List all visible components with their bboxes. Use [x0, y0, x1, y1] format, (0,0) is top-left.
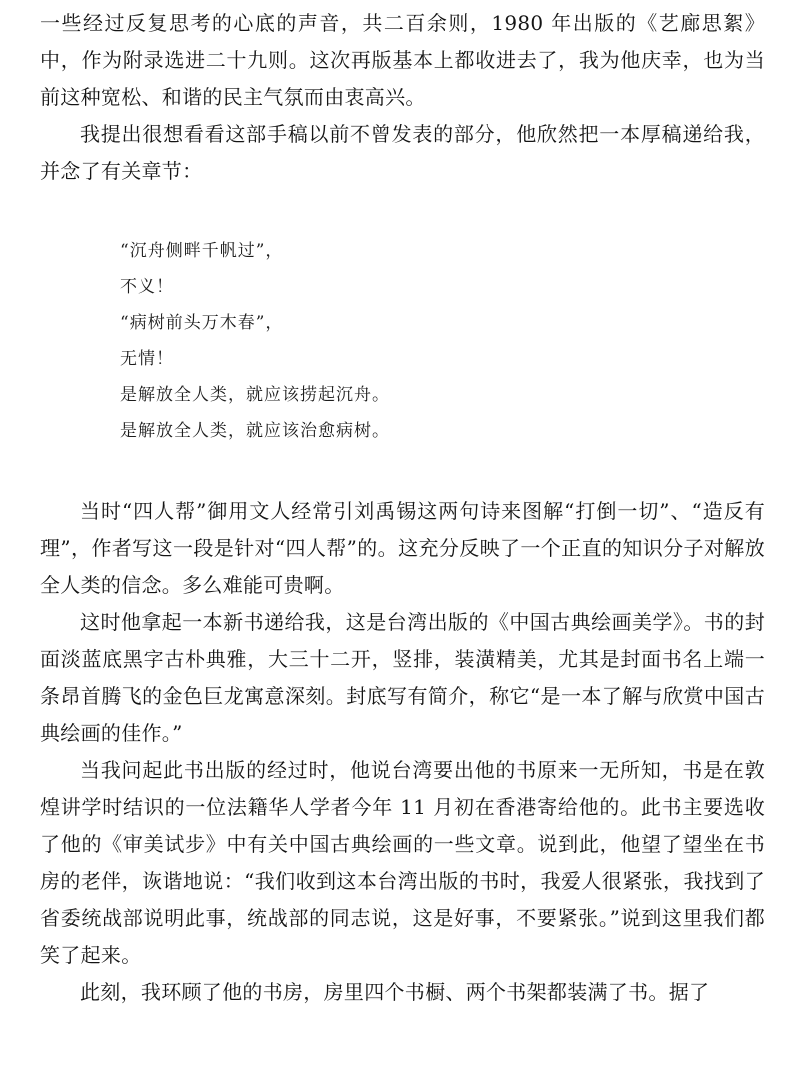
paragraph-4: 这时他拿起一本新书递给我，这是台湾出版的《中国古典绘画美学》。书的封面淡蓝底黑字古朴典雅，大三十二开，竖排，装潢精美，尤其是封面书名上端一条昂首腾飞的金色巨龙寓意深刻。封底写有简介，称它“是一本了解与欣赏中国古典绘画的佳作。”: [40, 610, 765, 745]
poem-line: 是解放全人类，就应该治愈病树。: [120, 421, 390, 441]
paragraph-6: 此刻，我环顾了他的书房，房里四个书橱、两个书架都装满了书。据了: [80, 980, 710, 1004]
poem-line: 是解放全人类，就应该捞起沉舟。: [120, 385, 390, 405]
document-page: [40, 0, 765, 1011]
quoted-poem: [120, 233, 765, 449]
paragraph-1: 一些经过反复思考的心底的声音，共二百余则，1980 年出版的《艺廊思絮》中，作为附录选进二十九则。这次再版基本上都收进去了，我为他庆幸，也为当前这种宽松、和谐的民主气氛而由衷高兴。: [40, 11, 765, 109]
paragraph-3: 当时“四人帮”御用文人经常引刘禹锡这两句诗来图解“打倒一切”、“造反有理”，作者写这一段是针对“四人帮”的。这充分反映了一个正直的知识分子对解放全人类的信念。多么难能可贵啊。: [40, 499, 765, 597]
poem-line: “沉舟侧畔千帆过”，: [120, 241, 284, 261]
paragraph-5: 当我问起此书出版的经过时，他说台湾要出他的书原来一无所知，书是在敦煌讲学时结识的一位法籍华人学者今年 11 月初在香港寄给他的。此书主要选收了他的《审美试步》中有关中国古典绘画的一些文章。说到此，他望了望坐在书房的老伴，诙谐地说：“我们收到这本台湾出版的书时，我爱人很紧张，我找到了省委统战部说明此事，统战部的同志说，这是好事，不要紧张。”说到这里我们都笑了起来。: [40, 758, 765, 967]
paragraph-2: 我提出很想看看这部手稿以前不曾发表的部分，他欣然把一本厚稿递给我，并念了有关章节：: [40, 122, 765, 183]
poem-line: 不义！: [120, 277, 174, 297]
poem-line: 无情！: [120, 349, 174, 369]
poem-line: “病树前头万木春”，: [120, 313, 284, 333]
